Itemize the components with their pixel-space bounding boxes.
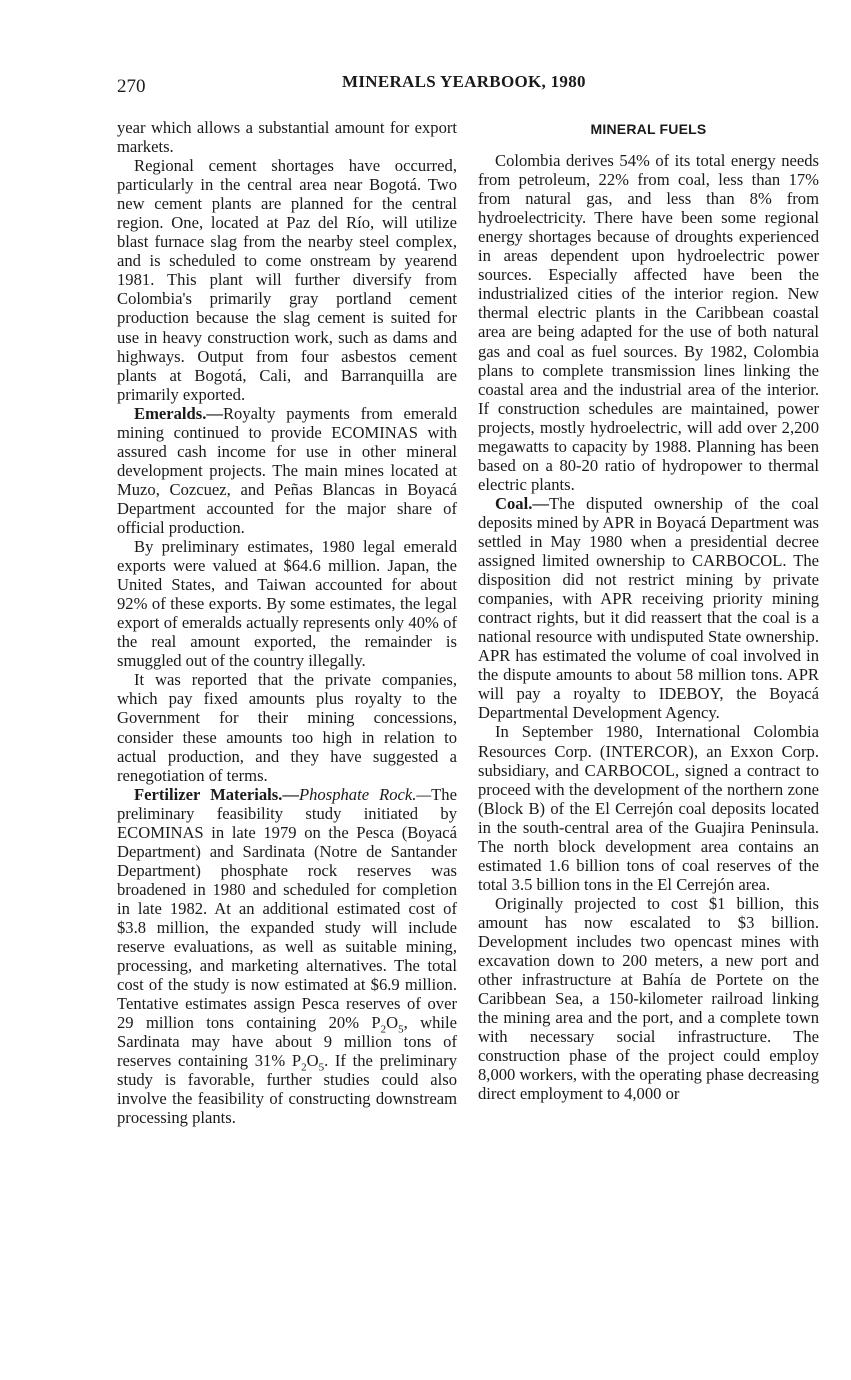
paragraph-cement: Regional cement shortages have occurred, particularly in the central area near Bogotá. Two new cement plants are planned for the central region. One, located at Paz del Río, will utilize blast furnace slag from the nearby steel complex, and is scheduled to come onstream by yearend 1981. This plant will further diversify from Colombia's primarily gray portland cement production because the slag cement is suited for use in heavy construction work, such as dams and highways. Output from four asbestos cement plants at Bogotá, Cali, and Barranquilla are primarily exported. (117, 156, 457, 404)
subscript-2: 2 (380, 1023, 387, 1036)
subscript-5: 5 (398, 1023, 404, 1036)
phosphate-subheading: Phosphate Rock.— (299, 784, 432, 804)
right-column (478, 118, 819, 1103)
paragraph-energy: Colombia derives 54% of its total energy needs from petroleum, 22% from coal, less than 17% from natural gas, and less than 8% from hydroelectricity. There have been some regional energy shortages because of droughts experienced in areas dependent upon hydroelectric power sources. Especially affected have been the industrialized cities of the interior region. New thermal electric plants in the Caribbean coastal area are being adapted for the use of both natural gas and coal as fuel sources. By 1982, Colombia plans to complete transmission lines linking the coastal area and the industrial area of the interior. If construction schedules are maintained, power projects, mostly hydroelectric, will add over 2,200 megawatts to capacity by 1988. Planning has been based on a 80-20 ratio of hydropower to thermal electric plants. (478, 151, 819, 494)
paragraph-emeralds (117, 404, 457, 537)
paragraph-cost: Originally projected to cost $1 billion, this amount has now escalated to $3 billion. Development includes two opencast mines with excavation down to 200 meters, a new port and other infrastructure at Bahía de Portete on the Caribbean Sea, a 150-kilometer railroad linking the mining area and the port, and a complete town with necessary social infrastructure. The construction phase of the project could employ 8,000 workers, with the operating phase decreasing direct employment to 4,000 or (478, 893, 819, 1104)
running-title: MINERALS YEARBOOK, 1980 (342, 72, 586, 91)
section-title: MINERAL FUELS (590, 121, 707, 137)
coal-heading: Coal.— (495, 493, 549, 513)
oxygen-symbol: O (386, 1013, 399, 1033)
left-column (117, 118, 457, 1127)
fertilizer-text-2: , while Sardinata may have about 9 million tons of reserves containing 31% P (117, 1013, 457, 1071)
fertilizer-text-3: . If the preliminary study is favorable, further studies could also involve the feasibility of constructing downstream processing plants. (117, 1051, 457, 1128)
fertilizer-text-1: The preliminary feasibility study initiated by ECOMINAS in late 1979 on the Pesca (Boyacá Department) and Sardinata (Notre de Santander Department) phosphate rock reserves was broadened in 1980 and scheduled for completion in late 1982. At an additional estimated cost of $3.8 million, the expanded study will include reserve evaluations, as well as suitable mining, processing, and marketing alternatives. The total cost of the study is now estimated at $6.9 million. Tentative estimates assign Pesca reserves of over 29 million tons containing 20% P (117, 784, 457, 1033)
coal-text: The disputed ownership of the coal deposits mined by APR in Boyacá Department was settled in May 1980 when a presidential decree assigned limited ownership to CARBOCOL. The disposition did not restrict mining by private companies, with APR receiving priority mining contract rights, but it did reassert that the coal is a national resource with undisputed State ownership. APR has estimated the volume of coal involved in the dispute amounts to about 58 million tons. APR will pay a royalty to IDEBOY, the Boyacá Departmental Development Agency. (478, 493, 819, 723)
paragraph-continued: year which allows a substantial amount for export markets. (117, 118, 457, 157)
subscript-5: 5 (318, 1061, 325, 1074)
fertilizer-heading: Fertilizer Materials.— (134, 784, 299, 804)
oxygen-symbol: O (306, 1051, 319, 1071)
subscript-2: 2 (301, 1061, 307, 1074)
emeralds-heading: Emeralds.— (134, 403, 223, 423)
paragraph-concessions: It was reported that the private companies, which pay fixed amounts plus royalty to the Government for their mining concessions, consider these amounts too high in relation to actual production, and they have suggested a renegotiation of terms. (117, 670, 457, 785)
paragraph-emerald-exports: By preliminary estimates, 1980 legal emerald exports were valued at $64.6 million. Japan, the United States, and Taiwan accounted for about 92% of these exports. By some estimates, the legal export of emeralds actually represents only 40% of the real amount exported, the remainder is smuggled out of the country illegally. (117, 537, 457, 671)
emeralds-text: Royalty payments from emerald mining continued to provide ECOMINAS with assured cash income for use in other mineral development projects. The main mines located at Muzo, Cozcuez, and Peñas Blancas in Boyacá Department accounted for the major share of official production. (117, 403, 457, 537)
paragraph-intercor: In September 1980, International Colombia Resources Corp. (INTERCOR), an Exxon Corp. subsidiary, and CARBOCOL, signed a contract to proceed with the development of the northern zone (Block B) of the El Cerrejón coal deposits located in the south-central area of the Guajira Peninsula. The north block development area contains an estimated 1.6 billion tons of coal reserves of the total 3.5 billion tons in the El Cerrejón area. (478, 722, 819, 894)
paragraph-coal (478, 494, 819, 723)
paragraph-fertilizer (117, 785, 457, 1128)
page-number: 270 (117, 76, 146, 97)
